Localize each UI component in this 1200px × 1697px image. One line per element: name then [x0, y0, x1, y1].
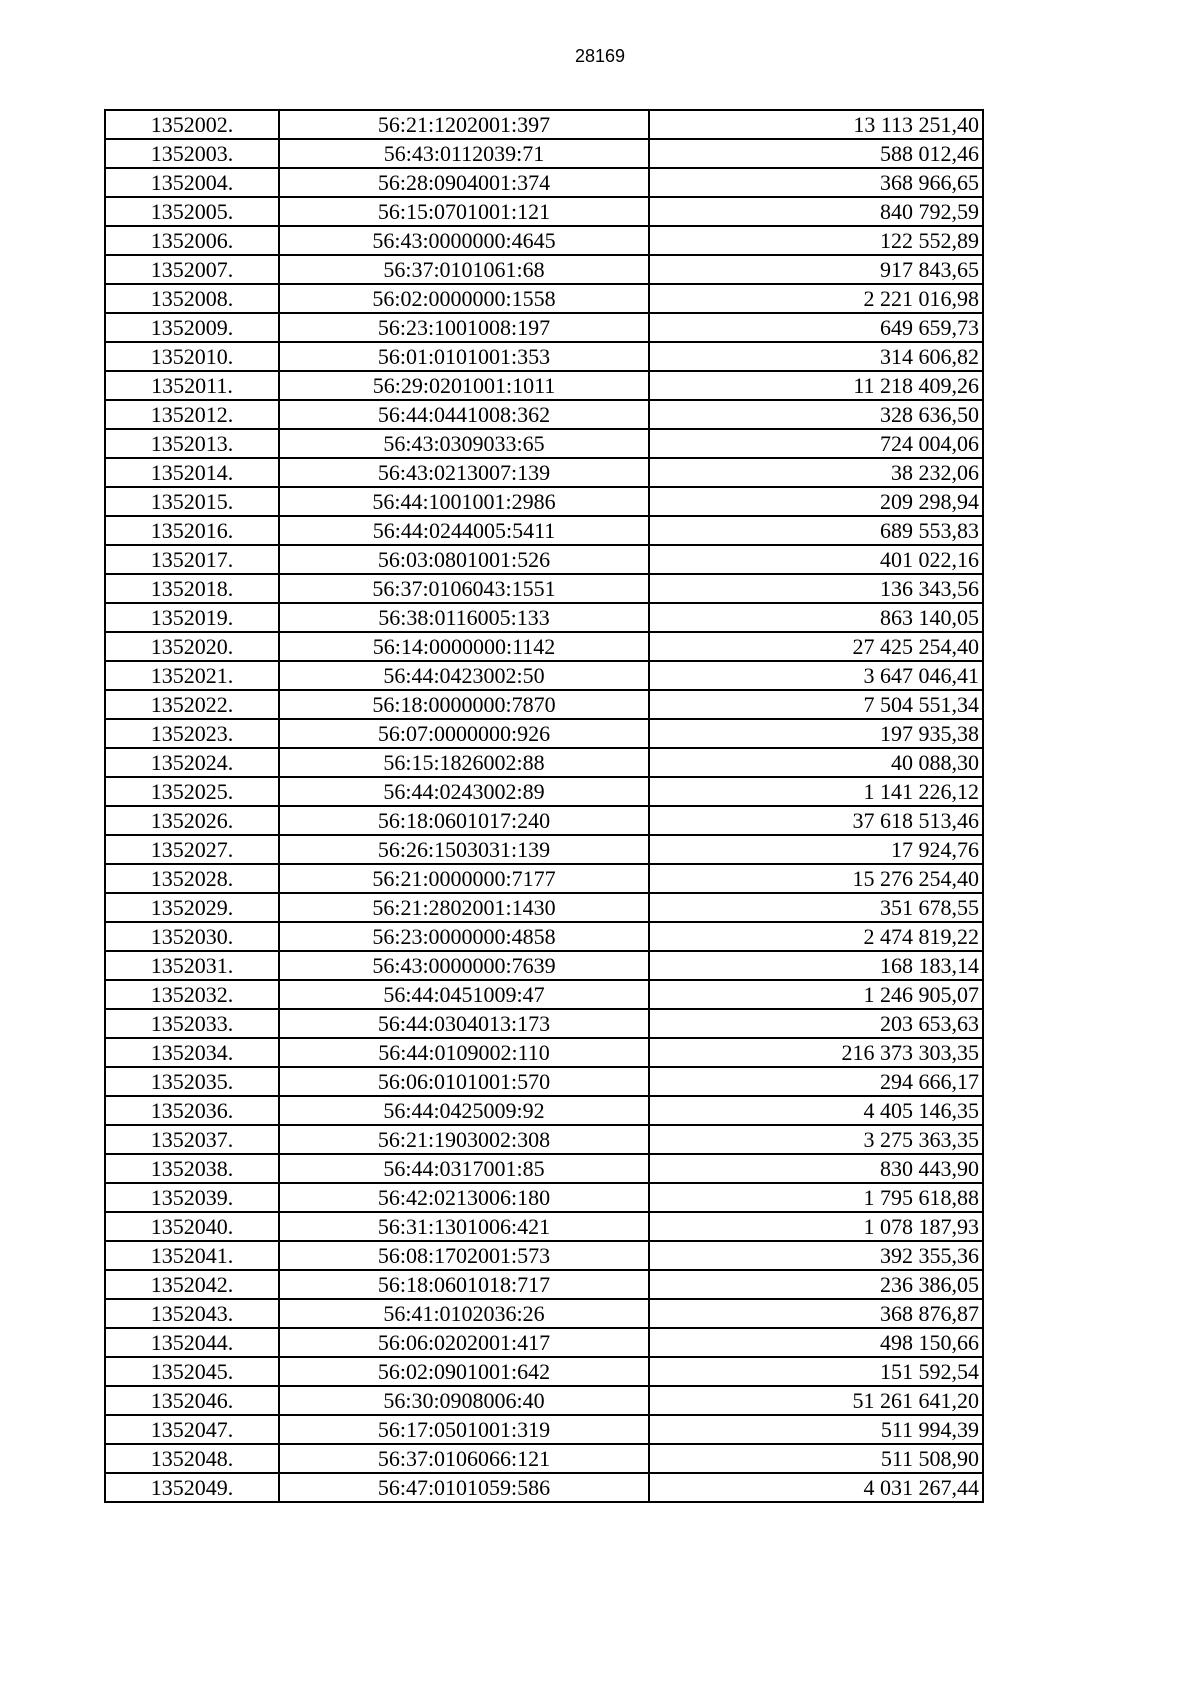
table-row	[105, 1357, 983, 1386]
row-number-cell: 1352029.	[105, 893, 279, 922]
cadastral-number-cell: 56:30:0908006:40	[279, 1386, 649, 1415]
cadastral-number-cell: 56:44:0423002:50	[279, 661, 649, 690]
table-row	[105, 1096, 983, 1125]
row-number-cell: 1352045.	[105, 1357, 279, 1386]
table-row	[105, 545, 983, 574]
cadastral-number-cell: 56:28:0904001:374	[279, 168, 649, 197]
cadastral-number-cell: 56:47:0101059:586	[279, 1473, 649, 1502]
table-row	[105, 632, 983, 661]
cadastral-value-cell: 498 150,66	[649, 1328, 983, 1357]
cadastral-value-cell: 368 876,87	[649, 1299, 983, 1328]
row-number-cell: 1352020.	[105, 632, 279, 661]
row-number-cell: 1352048.	[105, 1444, 279, 1473]
cadastral-number-cell: 56:37:0106043:1551	[279, 574, 649, 603]
table-row	[105, 806, 983, 835]
row-number-cell: 1352034.	[105, 1038, 279, 1067]
row-number-cell: 1352047.	[105, 1415, 279, 1444]
cadastral-number-cell: 56:44:1001001:2986	[279, 487, 649, 516]
cadastral-value-cell: 37 618 513,46	[649, 806, 983, 835]
cadastral-number-cell: 56:31:1301006:421	[279, 1212, 649, 1241]
row-number-cell: 1352019.	[105, 603, 279, 632]
cadastral-number-cell: 56:44:0304013:173	[279, 1009, 649, 1038]
table-row	[105, 922, 983, 951]
cadastral-value-cell: 588 012,46	[649, 139, 983, 168]
cadastral-number-cell: 56:37:0106066:121	[279, 1444, 649, 1473]
cadastral-number-cell: 56:41:0102036:26	[279, 1299, 649, 1328]
cadastral-value-cell: 4 031 267,44	[649, 1473, 983, 1502]
table-row	[105, 690, 983, 719]
cadastral-value-cell: 27 425 254,40	[649, 632, 983, 661]
cadastral-value-cell: 401 022,16	[649, 545, 983, 574]
row-number-cell: 1352002.	[105, 110, 279, 139]
table-row	[105, 313, 983, 342]
table-row	[105, 197, 983, 226]
cadastral-value-cell: 197 935,38	[649, 719, 983, 748]
cadastral-value-cell: 830 443,90	[649, 1154, 983, 1183]
table-body	[105, 110, 983, 1502]
table-row	[105, 574, 983, 603]
row-number-cell: 1352009.	[105, 313, 279, 342]
cadastral-value-cell: 2 221 016,98	[649, 284, 983, 313]
table-row	[105, 139, 983, 168]
cadastral-value-cell: 38 232,06	[649, 458, 983, 487]
table-row	[105, 1299, 983, 1328]
cadastral-number-cell: 56:42:0213006:180	[279, 1183, 649, 1212]
cadastral-value-cell: 2 474 819,22	[649, 922, 983, 951]
cadastral-number-cell: 56:15:1826002:88	[279, 748, 649, 777]
cadastral-value-cell: 1 141 226,12	[649, 777, 983, 806]
cadastral-value-cell: 1 246 905,07	[649, 980, 983, 1009]
cadastral-value-cell: 3 647 046,41	[649, 661, 983, 690]
row-number-cell: 1352010.	[105, 342, 279, 371]
cadastral-number-cell: 56:26:1503031:139	[279, 835, 649, 864]
cadastral-value-cell: 11 218 409,26	[649, 371, 983, 400]
row-number-cell: 1352049.	[105, 1473, 279, 1502]
cadastral-number-cell: 56:18:0601018:717	[279, 1270, 649, 1299]
cadastral-number-cell: 56:44:0244005:5411	[279, 516, 649, 545]
table-row	[105, 284, 983, 313]
table-row	[105, 487, 983, 516]
table-row	[105, 371, 983, 400]
cadastral-value-cell: 1 078 187,93	[649, 1212, 983, 1241]
table-row	[105, 835, 983, 864]
cadastral-value-cell: 689 553,83	[649, 516, 983, 545]
cadastral-number-cell: 56:21:1202001:397	[279, 110, 649, 139]
row-number-cell: 1352025.	[105, 777, 279, 806]
table-row	[105, 255, 983, 284]
row-number-cell: 1352018.	[105, 574, 279, 603]
cadastral-number-cell: 56:43:0000000:4645	[279, 226, 649, 255]
row-number-cell: 1352027.	[105, 835, 279, 864]
cadastral-value-cell: 136 343,56	[649, 574, 983, 603]
cadastral-number-cell: 56:44:0109002:110	[279, 1038, 649, 1067]
table-row	[105, 864, 983, 893]
cadastral-value-cell: 216 373 303,35	[649, 1038, 983, 1067]
row-number-cell: 1352041.	[105, 1241, 279, 1270]
cadastral-number-cell: 56:23:0000000:4858	[279, 922, 649, 951]
cadastral-number-cell: 56:17:0501001:319	[279, 1415, 649, 1444]
cadastral-number-cell: 56:43:0000000:7639	[279, 951, 649, 980]
cadastral-number-cell: 56:14:0000000:1142	[279, 632, 649, 661]
row-number-cell: 1352046.	[105, 1386, 279, 1415]
row-number-cell: 1352040.	[105, 1212, 279, 1241]
cadastral-number-cell: 56:18:0601017:240	[279, 806, 649, 835]
row-number-cell: 1352016.	[105, 516, 279, 545]
row-number-cell: 1352036.	[105, 1096, 279, 1125]
cadastral-number-cell: 56:23:1001008:197	[279, 313, 649, 342]
cadastral-value-cell: 917 843,65	[649, 255, 983, 284]
cadastral-value-cell: 3 275 363,35	[649, 1125, 983, 1154]
row-number-cell: 1352024.	[105, 748, 279, 777]
cadastral-value-cell: 328 636,50	[649, 400, 983, 429]
cadastral-value-cell: 51 261 641,20	[649, 1386, 983, 1415]
cadastral-number-cell: 56:21:2802001:1430	[279, 893, 649, 922]
cadastral-value-cell: 203 653,63	[649, 1009, 983, 1038]
cadastral-number-cell: 56:15:0701001:121	[279, 197, 649, 226]
table-row	[105, 748, 983, 777]
cadastral-value-cell: 840 792,59	[649, 197, 983, 226]
table-row	[105, 1386, 983, 1415]
row-number-cell: 1352022.	[105, 690, 279, 719]
table-row	[105, 1183, 983, 1212]
cadastral-number-cell: 56:02:0901001:642	[279, 1357, 649, 1386]
cadastral-number-cell: 56:01:0101001:353	[279, 342, 649, 371]
table-row	[105, 400, 983, 429]
row-number-cell: 1352026.	[105, 806, 279, 835]
row-number-cell: 1352038.	[105, 1154, 279, 1183]
cadastral-number-cell: 56:03:0801001:526	[279, 545, 649, 574]
cadastral-number-cell: 56:18:0000000:7870	[279, 690, 649, 719]
table-row	[105, 777, 983, 806]
cadastral-value-cell: 724 004,06	[649, 429, 983, 458]
table-row	[105, 980, 983, 1009]
row-number-cell: 1352033.	[105, 1009, 279, 1038]
cadastral-value-cell: 294 666,17	[649, 1067, 983, 1096]
row-number-cell: 1352008.	[105, 284, 279, 313]
cadastral-value-table	[104, 109, 984, 1503]
row-number-cell: 1352042.	[105, 1270, 279, 1299]
cadastral-number-cell: 56:43:0213007:139	[279, 458, 649, 487]
page-number: 28169	[574, 46, 626, 66]
cadastral-number-cell: 56:02:0000000:1558	[279, 284, 649, 313]
row-number-cell: 1352006.	[105, 226, 279, 255]
table-row	[105, 1415, 983, 1444]
table-row	[105, 1212, 983, 1241]
row-number-cell: 1352017.	[105, 545, 279, 574]
cadastral-value-cell: 151 592,54	[649, 1357, 983, 1386]
cadastral-number-cell: 56:08:1702001:573	[279, 1241, 649, 1270]
cadastral-value-cell: 13 113 251,40	[649, 110, 983, 139]
cadastral-number-cell: 56:44:0441008:362	[279, 400, 649, 429]
table-row	[105, 110, 983, 139]
table-row	[105, 893, 983, 922]
row-number-cell: 1352021.	[105, 661, 279, 690]
cadastral-value-cell: 863 140,05	[649, 603, 983, 632]
cadastral-value-cell: 4 405 146,35	[649, 1096, 983, 1125]
row-number-cell: 1352032.	[105, 980, 279, 1009]
cadastral-value-cell: 7 504 551,34	[649, 690, 983, 719]
row-number-cell: 1352037.	[105, 1125, 279, 1154]
row-number-cell: 1352005.	[105, 197, 279, 226]
row-number-cell: 1352015.	[105, 487, 279, 516]
row-number-cell: 1352031.	[105, 951, 279, 980]
row-number-cell: 1352035.	[105, 1067, 279, 1096]
cadastral-number-cell: 56:44:0243002:89	[279, 777, 649, 806]
cadastral-number-cell: 56:37:0101061:68	[279, 255, 649, 284]
cadastral-number-cell: 56:06:0101001:570	[279, 1067, 649, 1096]
cadastral-value-cell: 122 552,89	[649, 226, 983, 255]
row-number-cell: 1352014.	[105, 458, 279, 487]
table-row	[105, 1328, 983, 1357]
row-number-cell: 1352044.	[105, 1328, 279, 1357]
table-row	[105, 1067, 983, 1096]
cadastral-number-cell: 56:06:0202001:417	[279, 1328, 649, 1357]
cadastral-value-cell: 209 298,94	[649, 487, 983, 516]
row-number-cell: 1352004.	[105, 168, 279, 197]
cadastral-value-cell: 351 678,55	[649, 893, 983, 922]
row-number-cell: 1352013.	[105, 429, 279, 458]
table-row	[105, 1009, 983, 1038]
cadastral-number-cell: 56:07:0000000:926	[279, 719, 649, 748]
table-row	[105, 1444, 983, 1473]
table-row	[105, 1038, 983, 1067]
cadastral-value-cell: 511 508,90	[649, 1444, 983, 1473]
table-row	[105, 168, 983, 197]
table-row	[105, 516, 983, 545]
cadastral-value-cell: 15 276 254,40	[649, 864, 983, 893]
row-number-cell: 1352003.	[105, 139, 279, 168]
table-row	[105, 603, 983, 632]
cadastral-number-cell: 56:44:0451009:47	[279, 980, 649, 1009]
row-number-cell: 1352007.	[105, 255, 279, 284]
row-number-cell: 1352023.	[105, 719, 279, 748]
table-row	[105, 226, 983, 255]
table-row	[105, 342, 983, 371]
cadastral-number-cell: 56:38:0116005:133	[279, 603, 649, 632]
cadastral-value-cell: 168 183,14	[649, 951, 983, 980]
table-row	[105, 1241, 983, 1270]
cadastral-number-cell: 56:21:0000000:7177	[279, 864, 649, 893]
row-number-cell: 1352039.	[105, 1183, 279, 1212]
cadastral-number-cell: 56:43:0309033:65	[279, 429, 649, 458]
table-row	[105, 661, 983, 690]
cadastral-value-cell: 511 994,39	[649, 1415, 983, 1444]
cadastral-number-cell: 56:21:1903002:308	[279, 1125, 649, 1154]
cadastral-value-cell: 17 924,76	[649, 835, 983, 864]
row-number-cell: 1352030.	[105, 922, 279, 951]
table-row	[105, 719, 983, 748]
table-row	[105, 429, 983, 458]
cadastral-number-cell: 56:44:0425009:92	[279, 1096, 649, 1125]
row-number-cell: 1352028.	[105, 864, 279, 893]
table-row	[105, 1270, 983, 1299]
row-number-cell: 1352011.	[105, 371, 279, 400]
table-row	[105, 1154, 983, 1183]
cadastral-value-cell: 368 966,65	[649, 168, 983, 197]
cadastral-value-cell: 1 795 618,88	[649, 1183, 983, 1212]
cadastral-value-cell: 314 606,82	[649, 342, 983, 371]
table-row	[105, 458, 983, 487]
cadastral-number-cell: 56:44:0317001:85	[279, 1154, 649, 1183]
cadastral-value-cell: 392 355,36	[649, 1241, 983, 1270]
row-number-cell: 1352043.	[105, 1299, 279, 1328]
table-row	[105, 1125, 983, 1154]
table-row	[105, 1473, 983, 1502]
cadastral-value-cell: 236 386,05	[649, 1270, 983, 1299]
cadastral-value-cell: 40 088,30	[649, 748, 983, 777]
cadastral-number-cell: 56:43:0112039:71	[279, 139, 649, 168]
row-number-cell: 1352012.	[105, 400, 279, 429]
cadastral-number-cell: 56:29:0201001:1011	[279, 371, 649, 400]
table-row	[105, 951, 983, 980]
cadastral-value-cell: 649 659,73	[649, 313, 983, 342]
